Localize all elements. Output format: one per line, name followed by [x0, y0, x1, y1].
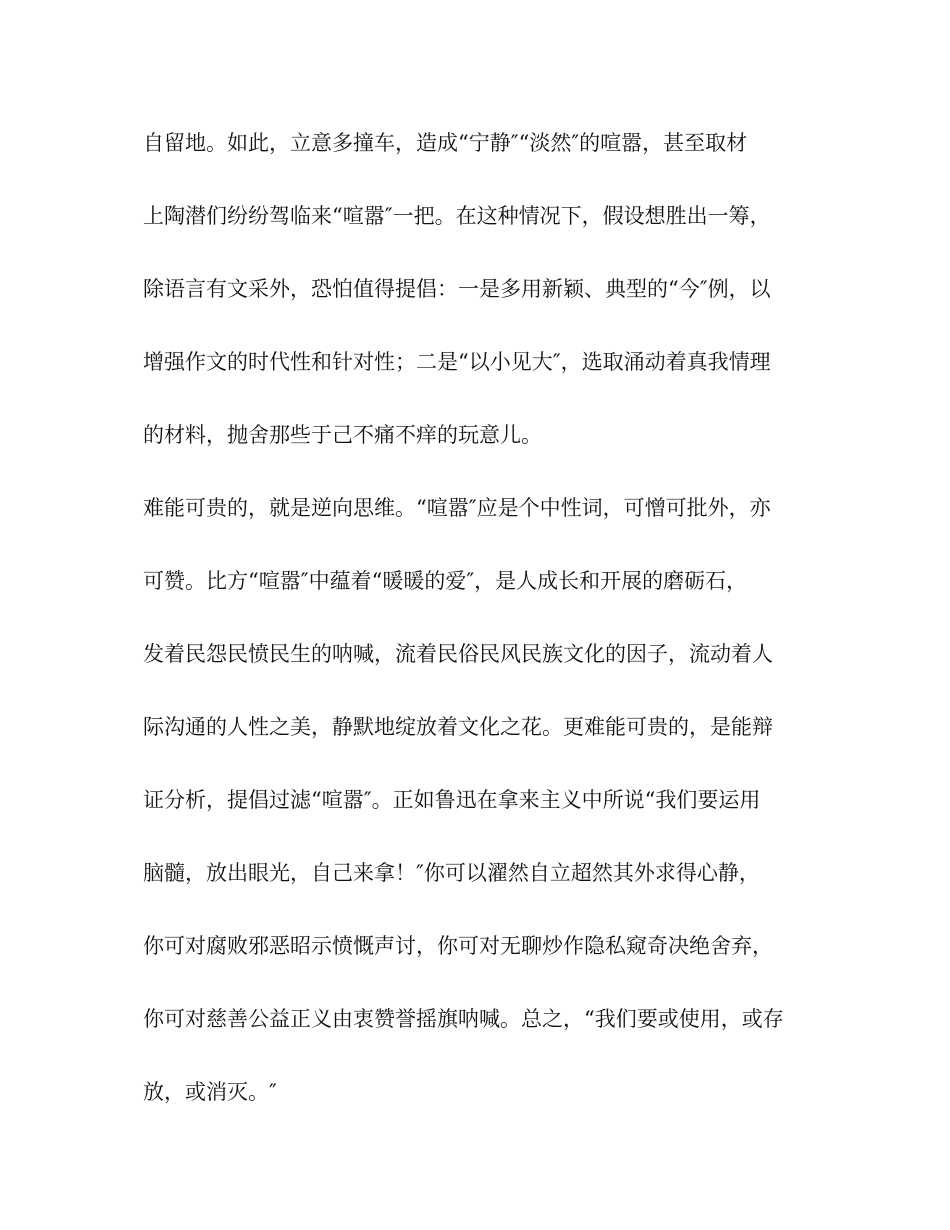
text-line-14: 放，或消灭。″: [143, 1080, 277, 1104]
text-line-4: 增强作文的时代性和针对性；二是“以小见大″，选取涌动着真我情理: [143, 350, 771, 374]
text-line-6: 难能可贵的，就是逆向思维。“喧嚣″应是个中性词，可憎可批外，亦: [143, 496, 771, 520]
text-line-11: 脑髓，放出眼光，自己来拿！″你可以濯然自立超然其外求得心静，: [143, 861, 760, 885]
text-line-10: 证分析，提倡过滤“喧嚣″。正如鲁迅在拿来主义中所说“我们要运用: [143, 788, 761, 812]
text-line-9: 际沟通的人性之美，静默地绽放着文化之花。更难能可贵的，是能辩: [143, 715, 773, 739]
text-line-7: 可赞。比方“喧嚣″中蕴着“暖暖的爱″，是人成长和开展的磨砺石，: [143, 569, 748, 593]
text-line-3: 除语言有文采外，恐怕值得提倡：一是多用新颖、典型的“今″例，以: [143, 277, 771, 301]
text-line-8: 发着民怨民愤民生的呐喊，流着民俗民风民族文化的因子，流动着人: [143, 642, 773, 666]
text-line-13: 你可对慈善公益正义由衷赞誉摇旗呐喊。总之，“我们要或使用，或存: [143, 1007, 784, 1031]
text-line-12: 你可对腐败邪恶昭示愤慨声讨，你可对无聊炒作隐私窥奇决绝舍弃，: [143, 934, 773, 958]
text-line-2: 上陶潜们纷纷驾临来“喧嚣″一把。在这种情况下，假设想胜出一筹，: [143, 204, 771, 228]
text-line-5: 的材料，抛舍那些于己不痛不痒的玩意儿。: [143, 423, 542, 447]
text-line-1: 自留地。如此，立意多撞车，造成“宁静″“淡然″的喧嚣，甚至取材: [143, 131, 748, 155]
